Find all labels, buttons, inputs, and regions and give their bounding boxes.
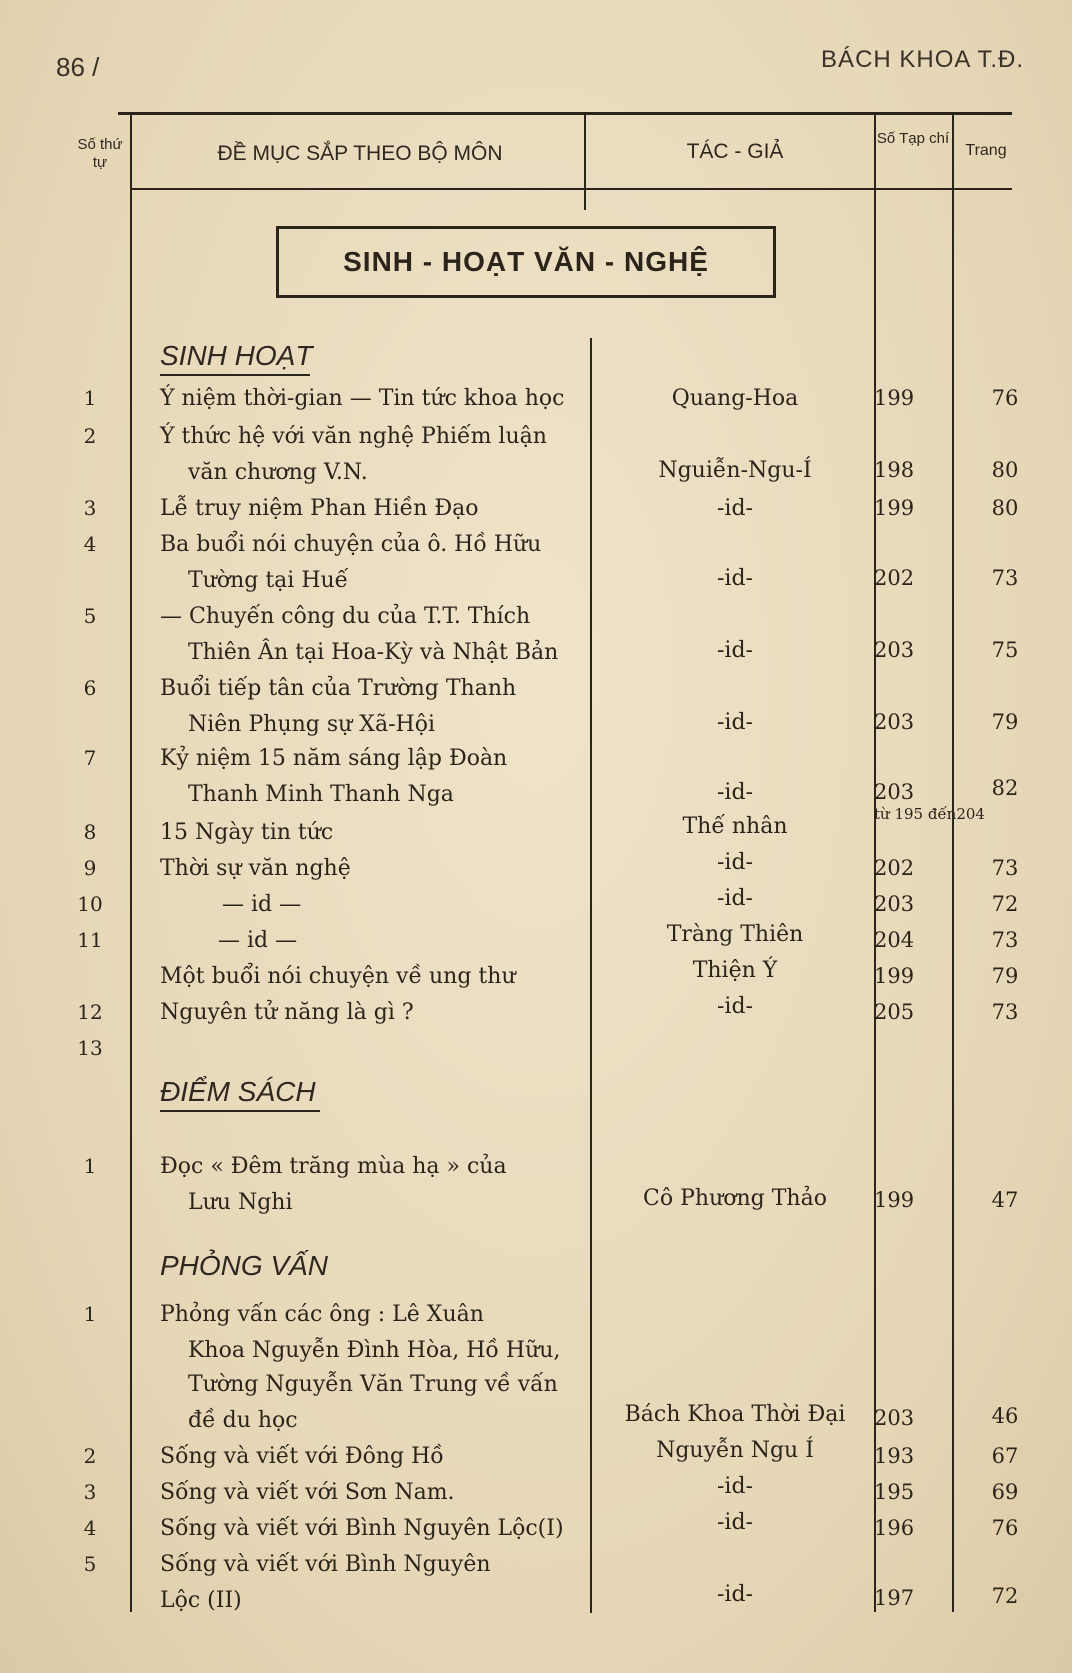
row-issue: 203 xyxy=(874,710,915,734)
row-issue: 203 xyxy=(874,1406,915,1430)
row-issue: 199 xyxy=(874,496,915,520)
row-issue: 203 xyxy=(874,780,915,804)
row-number: 5 xyxy=(83,604,97,628)
row-title: Thời sự văn nghệ xyxy=(160,856,351,881)
row-issue: 202 xyxy=(874,856,915,880)
row-number: 11 xyxy=(77,928,103,952)
row-page: 47 xyxy=(991,1188,1019,1212)
row-title: — id — xyxy=(218,928,298,953)
subsection-diem-sach xyxy=(160,1076,316,1108)
row-title: Sống và viết với Bình Nguyên Lộc(I) xyxy=(160,1516,564,1541)
row-issue: 198 xyxy=(874,458,915,482)
row-issue: 203 xyxy=(874,638,915,662)
row-number: 9 xyxy=(83,856,97,880)
row-issue: 203 xyxy=(874,892,915,916)
row-title: Nguyên tử năng là gì ? xyxy=(160,1000,414,1025)
row-page: 69 xyxy=(991,1480,1019,1504)
row-title: Ba buổi nói chuyện của ô. Hồ Hữu xyxy=(160,532,542,557)
table-top-rule xyxy=(118,112,1012,115)
row-title-cont: Niên Phụng sự Xã-Hội xyxy=(188,712,435,737)
row-author: Quang-Hoa xyxy=(671,386,799,411)
row-title: Buổi tiếp tân của Trường Thanh xyxy=(160,676,517,701)
row-title-cont: Tường Nguyễn Văn Trung về vấn xyxy=(188,1372,558,1397)
row-issue: 205 xyxy=(874,1000,915,1024)
row-issue: 195 xyxy=(874,1480,915,1504)
row-author: Bách Khoa Thời Đại xyxy=(624,1402,846,1427)
row-title-cont: Lộc (II) xyxy=(160,1588,242,1613)
row-page: 79 xyxy=(991,964,1019,988)
row-author: Cô Phương Thảo xyxy=(643,1186,827,1211)
row-author: -id- xyxy=(717,566,753,591)
subsection-underline xyxy=(160,374,310,376)
row-author: -id- xyxy=(717,638,753,663)
header-bottom-rule xyxy=(130,188,1012,190)
row-title: Đọc « Đêm trăng mùa hạ » của xyxy=(160,1154,507,1179)
running-title: BÁCH KHOA T.Đ. xyxy=(821,46,1024,73)
row-number: 4 xyxy=(83,532,97,556)
row-number: 1 xyxy=(83,1154,97,1178)
row-author: -id- xyxy=(717,1582,753,1607)
row-author: -id- xyxy=(717,1510,753,1535)
row-title: Một buổi nói chuyện về ung thư xyxy=(160,964,516,989)
column-header-no: Số thứ tự xyxy=(77,136,123,171)
row-number: 12 xyxy=(77,1000,103,1024)
row-number: 8 xyxy=(83,820,97,844)
row-title: — id — xyxy=(222,892,302,917)
row-author: -id- xyxy=(717,1474,753,1499)
row-author: -id- xyxy=(717,780,753,805)
section-title: SINH - HOẠT VĂN - NGHỆ xyxy=(276,226,776,298)
row-issue: 199 xyxy=(874,964,915,988)
subsection-label: SINH HOẠT xyxy=(160,340,313,371)
row-page: 67 xyxy=(991,1444,1019,1468)
subsection-phong-van xyxy=(160,1250,328,1282)
column-divider-author-head xyxy=(584,112,586,210)
row-issue: 199 xyxy=(874,386,915,410)
row-author: Tràng Thiên xyxy=(666,922,804,947)
row-author: -id- xyxy=(717,850,753,875)
row-author: -id- xyxy=(717,994,753,1019)
row-author: -id- xyxy=(717,886,753,911)
row-title-cont: Khoa Nguyễn Đình Hòa, Hồ Hữu, xyxy=(188,1338,561,1363)
subsection-sinh-hoat xyxy=(160,340,312,372)
row-issue: 202 xyxy=(874,566,915,590)
row-page: 73 xyxy=(991,856,1019,880)
row-page: 80 xyxy=(991,458,1019,482)
row-page: 76 xyxy=(991,386,1019,410)
row-number: 2 xyxy=(83,424,97,448)
row-number: 4 xyxy=(83,1516,97,1540)
column-header-author: TÁC - GIẢ xyxy=(686,140,784,163)
row-number: 1 xyxy=(83,1302,97,1326)
row-author: Thiện Ý xyxy=(692,958,778,983)
row-title-cont: đề du học xyxy=(188,1408,298,1433)
row-number: 2 xyxy=(83,1444,97,1468)
row-number: 10 xyxy=(77,892,103,916)
row-author: -id- xyxy=(717,496,753,521)
row-title: 15 Ngày tin tức xyxy=(160,820,334,845)
row-title: — Chuyến công du của T.T. Thích xyxy=(160,604,531,629)
row-issue: từ 195 đến204 xyxy=(874,805,985,823)
row-number: 1 xyxy=(83,386,97,410)
row-page: 72 xyxy=(991,1584,1019,1608)
row-page: 72 xyxy=(991,892,1019,916)
row-author: -id- xyxy=(717,710,753,735)
row-number: 3 xyxy=(83,496,97,520)
row-title-cont: Thiên Ân tại Hoa-Kỳ và Nhật Bản xyxy=(188,640,559,665)
row-author: Nguiễn-Ngu-Í xyxy=(658,458,812,483)
page-number: 86 / xyxy=(56,52,100,82)
row-page: 73 xyxy=(991,1000,1019,1024)
row-page: 82 xyxy=(991,776,1019,800)
row-title: Sống và viết với Bình Nguyên xyxy=(160,1552,491,1577)
column-divider-no xyxy=(130,112,132,1612)
row-issue: 196 xyxy=(874,1516,915,1540)
row-number: 13 xyxy=(77,1036,103,1060)
row-number: 3 xyxy=(83,1480,97,1504)
row-number: 6 xyxy=(83,676,97,700)
row-page: 73 xyxy=(991,566,1019,590)
subsection-label: ĐIỂM SÁCH xyxy=(160,1076,316,1107)
row-page: 80 xyxy=(991,496,1019,520)
subsection-underline xyxy=(160,1110,320,1112)
row-page: 46 xyxy=(991,1404,1019,1428)
row-author: Thế nhân xyxy=(682,814,788,839)
row-title: Ý thức hệ với văn nghệ Phiếm luận xyxy=(160,424,547,449)
row-page: 79 xyxy=(991,710,1019,734)
row-page: 76 xyxy=(991,1516,1019,1540)
row-page: 73 xyxy=(991,928,1019,952)
row-title: Kỷ niệm 15 năm sáng lập Đoàn xyxy=(160,746,508,771)
row-number: 5 xyxy=(83,1552,97,1576)
row-title-cont: văn chương V.N. xyxy=(188,460,368,485)
row-title-cont: Lưu Nghi xyxy=(188,1190,293,1215)
row-title: Sống và viết với Đông Hồ xyxy=(160,1444,444,1469)
row-issue: 204 xyxy=(874,928,915,952)
row-title-cont: Thanh Minh Thanh Nga xyxy=(188,782,454,807)
row-author: Nguyễn Ngu Í xyxy=(656,1438,814,1463)
row-title-cont: Tường tại Huế xyxy=(188,568,349,593)
subsection-label: PHỎNG VẤN xyxy=(160,1250,329,1281)
row-title: Lễ truy niệm Phan Hiền Đạo xyxy=(160,496,479,521)
column-header-issue: Số Tạp chí xyxy=(876,130,950,147)
row-title: Ý niệm thời-gian — Tin tức khoa học xyxy=(160,386,565,411)
row-title: Phỏng vấn các ông : Lê Xuân xyxy=(160,1302,484,1327)
row-issue: 199 xyxy=(874,1188,915,1212)
row-issue: 193 xyxy=(874,1444,915,1468)
row-issue: 197 xyxy=(874,1586,915,1610)
column-header-page: Trang xyxy=(965,142,1007,159)
row-title: Sống và viết với Sơn Nam. xyxy=(160,1480,455,1505)
row-page: 75 xyxy=(991,638,1019,662)
column-header-subject: ĐỀ MỤC SẮP THEO BỘ MÔN xyxy=(217,142,503,165)
row-number: 7 xyxy=(83,746,97,770)
